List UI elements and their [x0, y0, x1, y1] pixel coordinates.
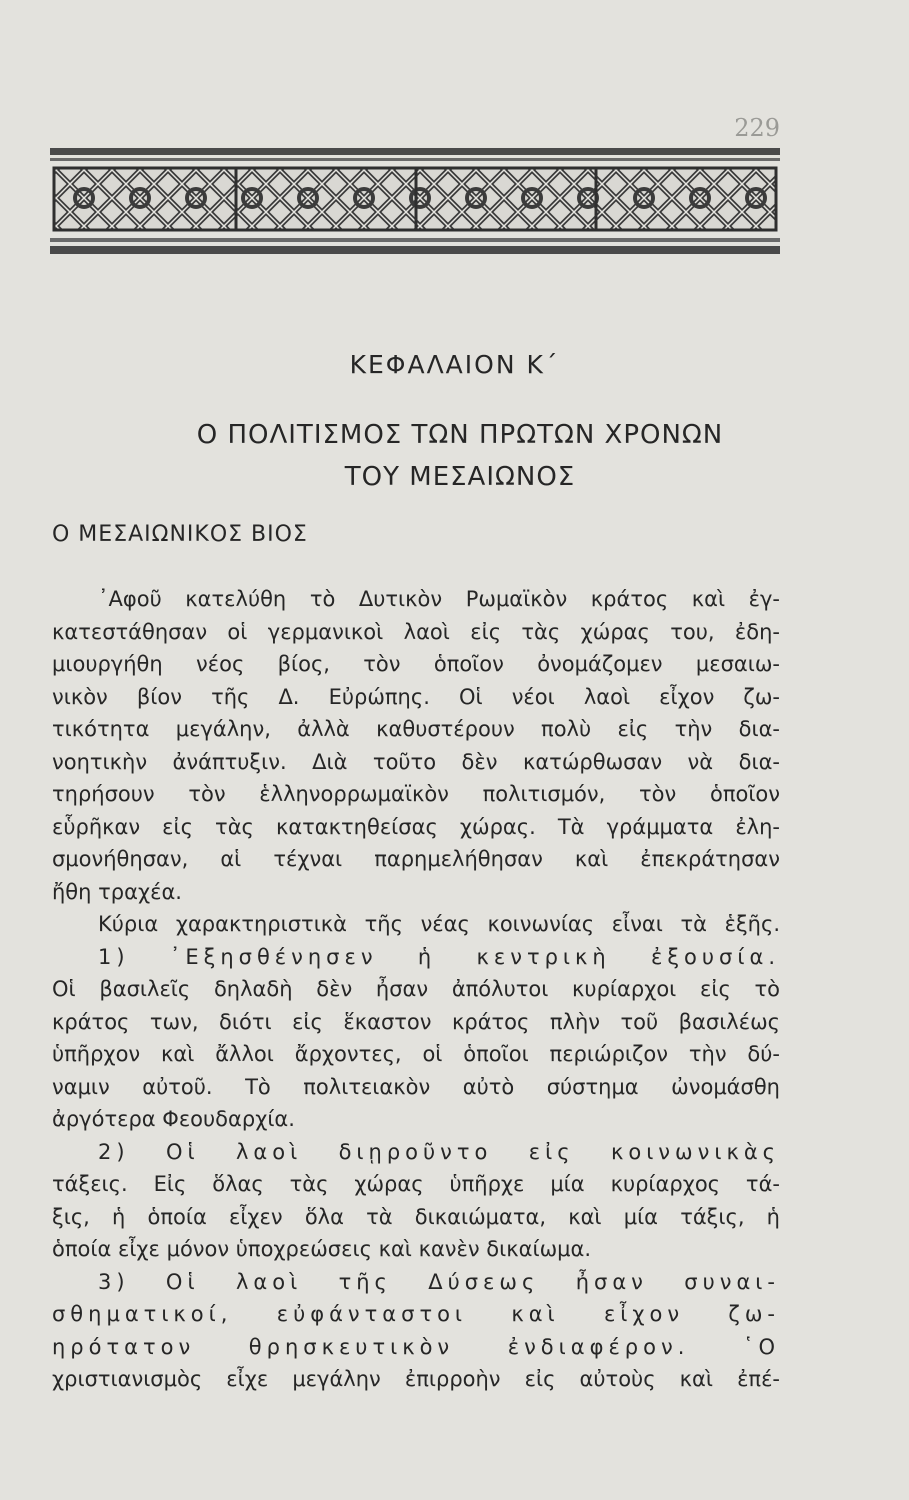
- text-line: τηρήσουν τὸν ἑλληνορρωμαϊκὸν πολιτισμόν, τὸν ὁποῖον: [52, 782, 780, 806]
- text-line: ηρότατον θρησκευτικὸν ἐνδιαφέρον. ῾Ο: [52, 1334, 780, 1359]
- chapter-heading: ΚΕΦΑΛΑΙΟΝ Κ΄: [349, 350, 560, 379]
- text-line: κατεστάθησαν οἱ γερμανικοὶ λαοὶ εἰς τὰς χώρας του, ἐδη-: [52, 619, 780, 644]
- text-line: 2) Οἱ λαοὶ διῃροῦντο εἰς κοινωνικὰς: [98, 1139, 780, 1164]
- text-line: σθηματικοί, εὐφάνταστοι καὶ εἶχον ζω-: [52, 1302, 780, 1326]
- text-line: ὑπῆρχον καὶ ἄλλοι ἄρχοντες, οἱ ὁποῖοι περιώριζον τὴν δύ-: [52, 1042, 780, 1066]
- body-text: [52, 583, 780, 1396]
- text-line: ἤθη τραχέα.: [52, 879, 182, 904]
- text-line: μιουργήθη νέος βίος, τὸν ὁποῖον ὀνομάζομεν μεσαιω-: [52, 652, 780, 676]
- text-line: σμονήθησαν, αἱ τέχναι παρημελήθησαν καὶ ἐπεκράτησαν: [52, 847, 780, 871]
- text-line: Οἱ βασιλεῖς δηλαδὴ δὲν ἦσαν ἀπόλυτοι κυρίαρχοι εἰς τὸ: [52, 977, 780, 1001]
- text-line: ᾿Αφοῦ κατελύθη τὸ Δυτικὸν Ρωμαϊκὸν κράτος καὶ ἐγ-: [98, 587, 780, 611]
- text-line: χριστιανισμὸς εἶχε μεγάλην ἐπιρροὴν εἰς αὐτοὺς καὶ ἐπέ-: [52, 1367, 780, 1391]
- text-line: 3) Οἱ λαοὶ τῆς Δύσεως ἦσαν συναι-: [98, 1269, 780, 1294]
- chapter-title-line-2: ΤΟΥ ΜΕΣΑΙΩΝΟΣ: [344, 462, 576, 492]
- text-line: νοητικὴν ἀνάπτυξιν. Διὰ τοῦτο δὲν κατώρθωσαν νὰ δια-: [52, 749, 780, 774]
- text-line: ξις, ἡ ὁποία εἶχεν ὅλα τὰ δικαιώματα, καὶ μία τάξις, ἡ: [52, 1204, 780, 1229]
- text-line: νικὸν βίον τῆς Δ. Εὐρώπης. Οἱ νέοι λαοὶ εἶχον ζω-: [52, 684, 780, 709]
- chapter-title-line-1: Ο ΠΟΛΙΤΙΣΜΟΣ ΤΩΝ ΠΡΩΤΩΝ ΧΡΟΝΩΝ: [196, 420, 724, 450]
- section-heading: Ο ΜΕΣΑΙΩΝΙΚΟΣ ΒΙΟΣ: [52, 522, 308, 547]
- knotwork-ornament-band: [50, 146, 780, 258]
- page-number: 229: [734, 114, 780, 142]
- text-line: τάξεις. Εἰς ὅλας τὰς χώρας ὑπῆρχε μία κυρίαρχος τά-: [52, 1172, 780, 1196]
- text-line: ἀργότερα Φεουδαρχία.: [52, 1107, 295, 1131]
- text-line: 1) ᾿Εξησθένησεν ἡ κεντρικὴ ἐξουσία.: [98, 944, 780, 969]
- text-line: ναμιν αὐτοῦ. Τὸ πολιτειακὸν αὐτὸ σύστημα ὠνομάσθη: [52, 1074, 780, 1099]
- text-line: Κύρια χαρακτηριστικὰ τῆς νέας κοινωνίας εἶναι τὰ ἑξῆς.: [98, 912, 780, 936]
- chapter-title: [80, 414, 840, 498]
- text-line: εὗρῆκαν εἰς τὰς κατακτηθείσας χώρας. Τὰ γράμματα ἐλη-: [52, 814, 780, 839]
- text-line: τικότητα μεγάλην, ἀλλὰ καθυστέρουν πολὺ εἰς τὴν δια-: [52, 717, 780, 741]
- text-line: κράτος των, διότι εἰς ἕκαστον κράτος πλὴν τοῦ βασιλέως: [52, 1009, 780, 1034]
- text-line: ὁποία εἶχε μόνον ὑποχρεώσεις καὶ κανὲν δικαίωμα.: [52, 1237, 592, 1261]
